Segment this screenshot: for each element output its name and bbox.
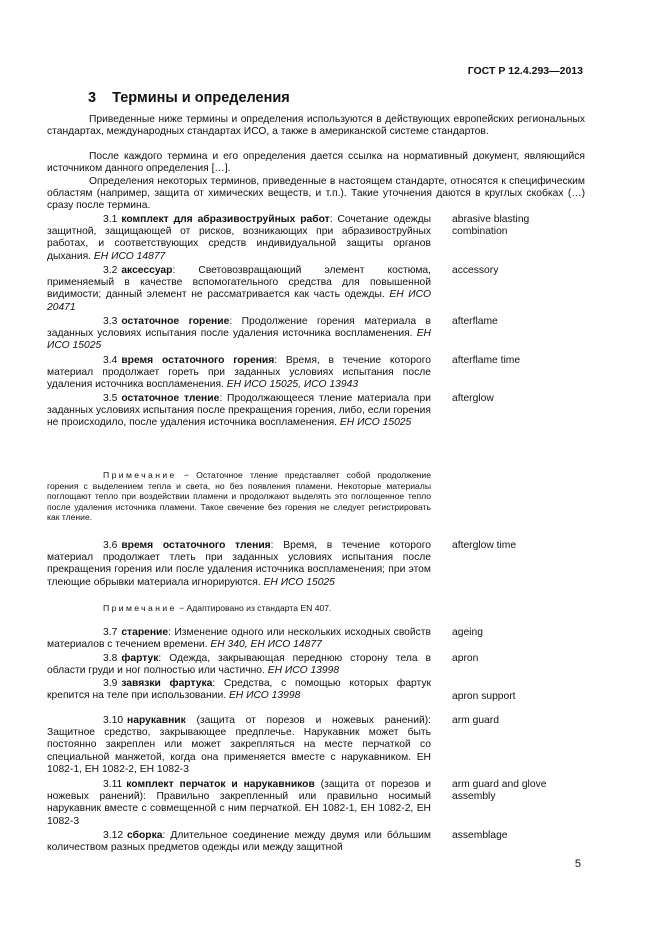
term-name: сборка xyxy=(127,830,163,841)
term-definition: 3.5 остаточное тление: Продолжающееся тление материала при заданных условиях испытания после прекращения горения, либо, если горения не происходило, после удаления источника воспламенения. ЕН ИСО 15025 xyxy=(47,393,431,429)
term-reference: ЕН ИСО 15025 xyxy=(263,576,335,588)
term-reference: ЕН ИСО 20471 xyxy=(47,289,431,313)
section-title-text: Термины и определения xyxy=(112,90,290,106)
section-number: 3 xyxy=(88,90,97,106)
term-reference: ЕН 1082-1, ЕН 1082-2, ЕН 1082-3 xyxy=(47,803,431,827)
term-name: фартук xyxy=(121,653,159,664)
term-definition: 3.2 аксессуар: Световозвращающий элемент костюма, применяемый в качестве вспомогательного средства для повышенной видимости; данный элемент не рассматривается как часть одежды. ЕН ИСО 20471 xyxy=(47,265,431,313)
term-definition: 3.9 завязки фартука: Средства, с помощью которых фартук крепится на теле при использовании. ЕН ИСО 13998 xyxy=(47,678,431,702)
term-definition: 3.10 нарукавник (защита от порезов и ножевых ранений): Защитное средство, закрывающее предплечье. Нарукавник может быть постоянно закреплен или может закрепляться на месте перчаткой со специальной манжетой, когда она применяется вместе с нарукавником. ЕН 1082-1, ЕН 1082-2, ЕН 1082-3 xyxy=(47,715,431,775)
term-definition: 3.3 остаточное горение: Продолжение горения материала в заданных условиях испытания после удаления источника воспламенения. ЕН ИСО 15025 xyxy=(47,316,431,352)
term-name: завязки фартука xyxy=(121,678,213,689)
term-definition: 3.12 сборка: Длительное соединение между двумя или бóльшим количеством разных предметов одежды или между защитной xyxy=(47,830,431,854)
term-definition: 3.7 старение: Изменение одного или нескольких исходных свойств материалов с течением времени. ЕН 340, ЕН ИСО 14877 xyxy=(47,627,431,651)
term-name: старение xyxy=(121,627,169,638)
term-name: остаточное тление xyxy=(121,393,220,404)
term-name: нарукавник xyxy=(127,715,186,726)
term-english: accessory xyxy=(452,265,499,276)
note-label: Примечание xyxy=(103,603,177,613)
term-name: комплект перчаток и нарукавников xyxy=(126,779,315,790)
term-english: arm guard and glove assembly xyxy=(452,779,547,803)
term-reference: ЕН ИСО 15025 xyxy=(339,417,412,429)
term-english: ageing xyxy=(452,627,483,638)
term-reference: ЕН ИСО 15025 xyxy=(47,328,431,352)
term-reference: ЕН ИСО 14877 xyxy=(93,250,166,262)
term-reference: ЕН ИСО 15025, ИСО 13943 xyxy=(226,379,359,391)
intro-paragraph-2: После каждого термина и его определения дается ссылка на нормативный документ, являющийся источником данного определения […]. xyxy=(47,151,585,175)
term-name: время остаточного тления xyxy=(121,540,271,551)
note-block: Примечание − Адаптировано из стандарта EN 407. xyxy=(103,603,332,613)
term-english: afterglow time xyxy=(452,540,517,551)
term-english: apron support xyxy=(452,691,516,702)
term-name: аксессуар xyxy=(121,265,173,276)
term-english: afterflame time xyxy=(452,355,521,366)
term-name: остаточное горение xyxy=(121,316,230,327)
section-title xyxy=(88,90,290,106)
note-label: Примечание xyxy=(103,470,177,480)
note-block: Примечание − Остаточное тление представляет собой продолжение горения с выделением тепла и света, но без появления пламени. Некоторые материалы поглощают тепло при воздействии пламени и продолжают выделять это поглощенное тепло после удаления источника пламени. Такое свечение без горения не следует регистрировать как тление. xyxy=(47,470,432,523)
term-reference: ЕН 1082-1, ЕН 1082-2, ЕН 1082-3 xyxy=(47,751,431,775)
term-english: afterflame xyxy=(452,316,498,327)
term-definition: 3.4 время остаточного горения: Время, в течение которого материал продолжает гореть при заданных условиях испытания после удаления источника воспламенения. ЕН ИСО 15025, ИСО 13943 xyxy=(47,355,431,391)
intro-paragraph-1: Приведенные ниже термины и определения используются в действующих европейских региональных стандартах, международных стандартах ИСО, а также в американской системе стандартов. xyxy=(47,114,585,138)
term-name: время остаточного горения xyxy=(121,355,275,366)
term-definition: 3.6 время остаточного тления: Время, в течение которого материал продолжает тлеть при заданных условиях испытания после прекращения горения или после удаления источника воспламенения; при этом тлеющие обрывки материала игнорируются. ЕН ИСО 15025 xyxy=(47,540,431,588)
term-reference: ЕН ИСО 13998 xyxy=(267,665,340,677)
term-definition: 3.1 комплект для абразивоструйных работ: Сочетание одежды защитной, защищающей от рисков, возникающих при абразивоструйных работах, и соответствующих средств индивидуальной защиты органов дыхания. ЕН ИСО 14877 xyxy=(47,214,431,262)
term-english: arm guard xyxy=(452,715,499,726)
document-header: ГОСТ Р 12.4.293—2013 xyxy=(467,65,583,77)
term-english: assemblage xyxy=(452,830,508,841)
term-reference: ЕН 340, ЕН ИСО 14877 xyxy=(210,639,322,651)
term-definition: 3.11 комплект перчаток и нарукавников (защита от порезов и ножевых ранений): Правильно закрепленный или правильно носимый нарукавник вместе с совмещенной с ним перчаткой. ЕН 1082-1, ЕН 1082-2, ЕН 1082-3 xyxy=(47,779,432,827)
term-english: afterglow xyxy=(452,393,494,404)
term-reference: ЕН ИСО 13998 xyxy=(228,690,301,702)
term-english: abrasive blasting combination xyxy=(452,214,530,238)
term-name: комплект для абразивоструйных работ xyxy=(121,214,330,225)
intro-paragraph-3: Определения некоторых терминов, приведенные в настоящем стандарте, относятся к специфическим областям (например, защита от химических веществ, и т.п.). Такие уточнения даются в круглых скобках (…) сразу после термина. xyxy=(47,176,585,212)
page-number: 5 xyxy=(574,858,581,870)
term-definition: 3.8 фартук: Одежда, закрывающая переднюю сторону тела в области груди и ног полностью или частично. ЕН ИСО 13998 xyxy=(47,653,431,677)
term-english: apron xyxy=(452,653,479,664)
